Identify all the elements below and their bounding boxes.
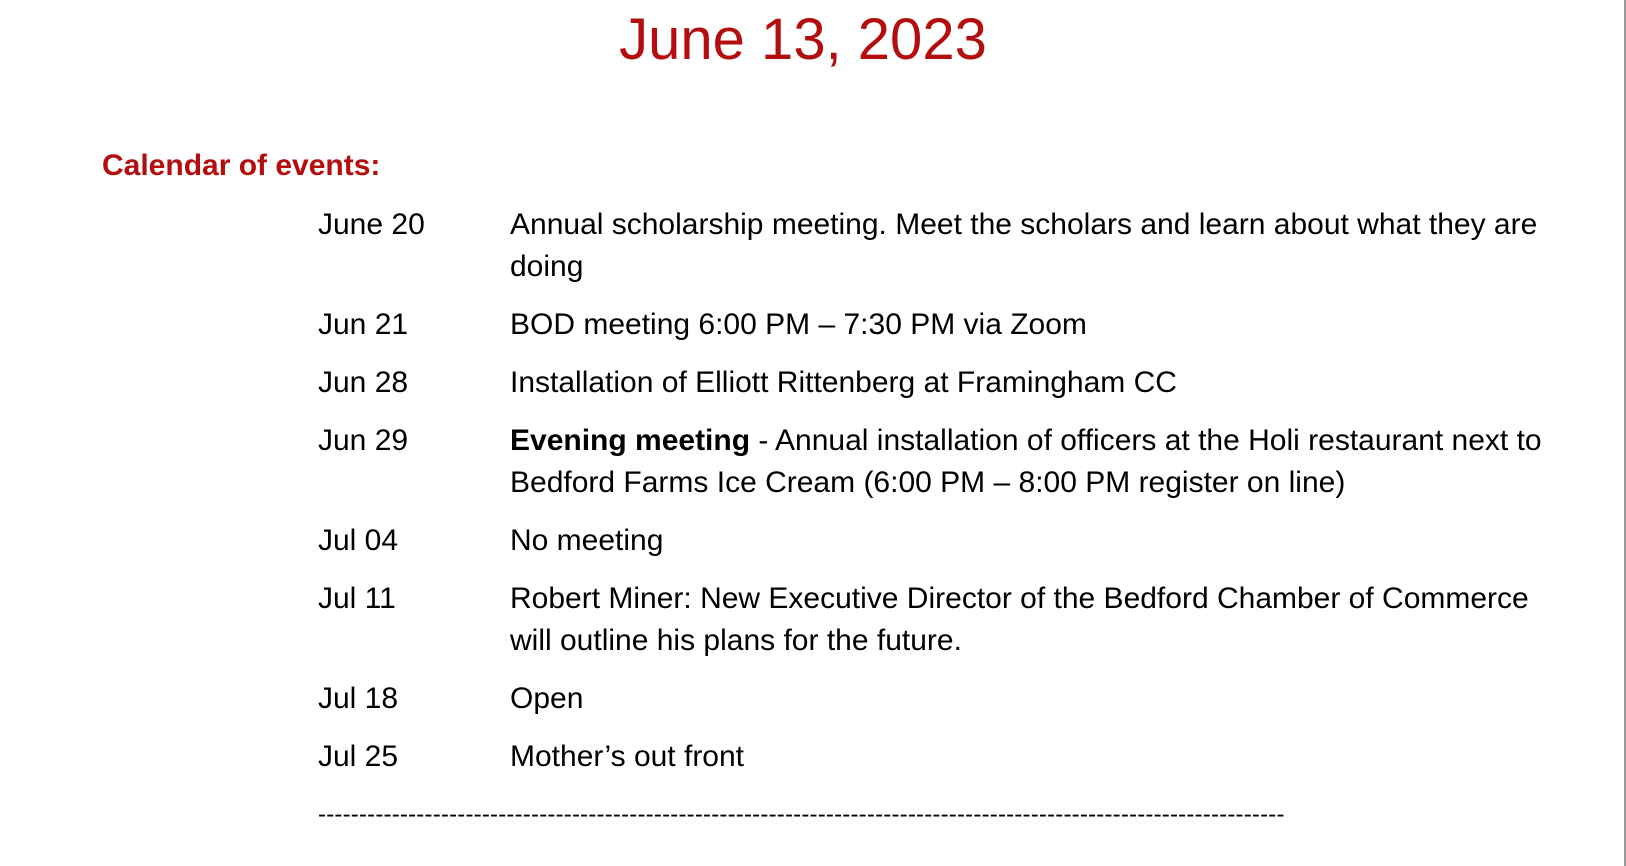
event-description <box>510 420 1548 504</box>
list-item <box>318 304 1548 346</box>
event-text: No meeting <box>510 524 664 557</box>
event-text: BOD meeting 6:00 PM – 7:30 PM via Zoom <box>510 308 1087 341</box>
event-text: Installation of Elliott Rittenberg at Framingham CC <box>510 366 1177 399</box>
event-description <box>510 204 1548 288</box>
event-text: - Annual installation of officers at the Holi restaurant next to Bedford Farms Ice Cream (6:00 PM – 8:00 PM register on line) <box>510 424 1542 499</box>
list-item <box>318 420 1548 504</box>
event-date: June 20 <box>318 208 425 241</box>
event-bold-label: Evening meeting <box>510 424 751 457</box>
section-heading: Calendar of events: <box>102 149 381 182</box>
event-text: Mother’s out front <box>510 740 745 773</box>
event-text: Annual scholarship meeting. Meet the scholars and learn about what they are doing <box>510 208 1538 283</box>
event-date: Jul 25 <box>318 740 399 773</box>
list-item <box>318 736 1548 778</box>
page-title: June 13, 2023 <box>619 7 987 72</box>
event-date: Jul 18 <box>318 682 399 715</box>
event-description <box>510 520 1548 562</box>
event-description <box>510 362 1548 404</box>
list-item <box>318 578 1548 662</box>
event-description <box>510 678 1548 720</box>
events-list <box>318 204 1548 794</box>
list-item <box>318 678 1548 720</box>
event-text: Robert Miner: New Executive Director of the Bedford Chamber of Commerce will outline his plans for the future. <box>510 582 1529 657</box>
event-description <box>510 578 1548 662</box>
event-date: Jun 21 <box>318 308 409 341</box>
event-date: Jun 29 <box>318 424 409 457</box>
list-item <box>318 204 1548 288</box>
event-description <box>510 304 1548 346</box>
event-description <box>510 736 1548 778</box>
list-item <box>318 520 1548 562</box>
dashed-divider: ---------------------------------------------------------------------------------------------------------------------- <box>318 801 1285 828</box>
event-text: Open <box>510 682 584 715</box>
event-date: Jul 04 <box>318 524 399 557</box>
event-date: Jun 28 <box>318 366 409 399</box>
event-date: Jul 11 <box>318 582 396 615</box>
list-item <box>318 362 1548 404</box>
